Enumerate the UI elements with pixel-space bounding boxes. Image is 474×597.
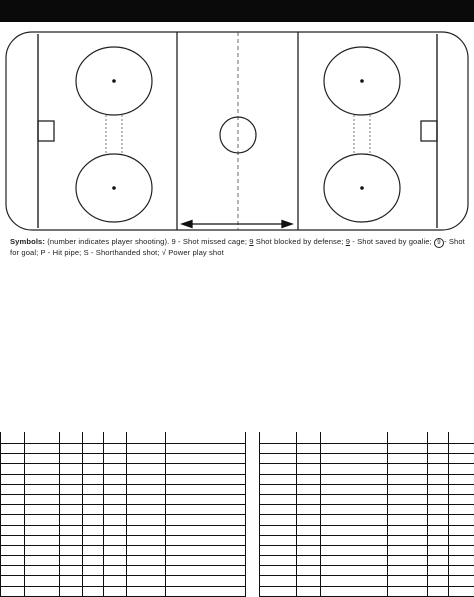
table-cell (320, 515, 387, 525)
table-row (1, 454, 245, 464)
table-cell (260, 484, 296, 494)
table-cell (24, 505, 59, 515)
table-cell (448, 505, 474, 515)
table-cell (165, 454, 245, 464)
table-cell (82, 515, 103, 525)
table-cell (103, 515, 126, 525)
table-cell (387, 525, 427, 535)
table-cell (59, 576, 82, 586)
table-cell (82, 556, 103, 566)
table-cell (126, 444, 165, 454)
table-row (260, 525, 474, 535)
table-cell (59, 535, 82, 545)
table-row (260, 566, 474, 576)
table-cell (448, 515, 474, 525)
table-cell (82, 474, 103, 484)
table-cell (296, 432, 320, 444)
table-cell (103, 494, 126, 504)
table-cell (387, 545, 427, 555)
table-cell (448, 432, 474, 444)
table-cell (24, 474, 59, 484)
table-cell (103, 444, 126, 454)
table-cell (427, 556, 448, 566)
table-cell (82, 432, 103, 444)
saved-shot-symbol: 9 (345, 237, 351, 246)
table-cell (103, 484, 126, 494)
table-cell (387, 474, 427, 484)
table-cell (448, 474, 474, 484)
table-cell (165, 576, 245, 586)
table-cell (260, 525, 296, 535)
table-cell (82, 525, 103, 535)
table-row (1, 474, 245, 484)
table-cell (296, 545, 320, 555)
table-cell (427, 484, 448, 494)
table-cell (1, 454, 24, 464)
table-row (260, 474, 474, 484)
table-cell (59, 474, 82, 484)
table-cell (427, 454, 448, 464)
table-cell (320, 444, 387, 454)
table-cell (260, 474, 296, 484)
table-cell (296, 525, 320, 535)
table-cell (103, 545, 126, 555)
table-cell (82, 505, 103, 515)
symbols-text-3: - Shot saved by goalie; (350, 237, 435, 246)
table-cell (296, 454, 320, 464)
table-cell (103, 535, 126, 545)
table-cell (24, 515, 59, 525)
table-cell (24, 464, 59, 474)
table-cell (82, 545, 103, 555)
table-cell (1, 505, 24, 515)
table-cell (126, 566, 165, 576)
right-hash-marks (354, 115, 370, 154)
table-row (1, 566, 245, 576)
table-cell (165, 484, 245, 494)
table-cell (387, 494, 427, 504)
table-cell (387, 576, 427, 586)
table-cell (296, 484, 320, 494)
table-cell (320, 556, 387, 566)
table-cell (126, 556, 165, 566)
table-cell (387, 556, 427, 566)
table-cell (24, 454, 59, 464)
table-cell (260, 464, 296, 474)
table-cell (427, 444, 448, 454)
table-cell (448, 525, 474, 535)
table-cell (296, 556, 320, 566)
table-cell (427, 432, 448, 444)
table-cell (260, 454, 296, 464)
table-cell (59, 566, 82, 576)
goal-symbol-circle: 9 (434, 238, 444, 248)
table-cell (1, 432, 24, 444)
table-cell (1, 494, 24, 504)
table-cell (387, 432, 427, 444)
table-cell (448, 556, 474, 566)
table-cell (165, 535, 245, 545)
table-cell (103, 432, 126, 444)
table-row (260, 454, 474, 464)
table-cell (24, 525, 59, 535)
table-row (1, 545, 245, 555)
table-cell (260, 444, 296, 454)
table-cell (427, 464, 448, 474)
table-cell (448, 535, 474, 545)
table-cell (320, 474, 387, 484)
table-cell (448, 576, 474, 586)
table-row (1, 525, 245, 535)
table-cell (59, 525, 82, 535)
table-cell (1, 556, 24, 566)
table-cell (165, 525, 245, 535)
table-cell (103, 505, 126, 515)
table-cell (126, 432, 165, 444)
table-row (1, 464, 245, 474)
faceoff-dot-top-left (112, 79, 116, 83)
table-cell (82, 494, 103, 504)
table-cell (165, 444, 245, 454)
table-cell (126, 464, 165, 474)
table-cell (1, 566, 24, 576)
table-row (1, 515, 245, 525)
table-cell (82, 454, 103, 464)
table-row (260, 556, 474, 566)
table-cell (427, 525, 448, 535)
table-cell (24, 432, 59, 444)
direction-arrow (182, 221, 292, 228)
table-cell (24, 444, 59, 454)
symbols-text-1: (number indicates player shooting). 9 - Shot missed cage; (44, 237, 250, 246)
table-cell (126, 484, 165, 494)
right-goal-net (421, 121, 437, 141)
table-cell (24, 576, 59, 586)
table-cell (448, 484, 474, 494)
table-row (260, 576, 474, 586)
table-cell (427, 515, 448, 525)
symbols-text-4: - Shot for goal; P - Hit pipe; S - Shorthanded shot; √ Power play shot (10, 237, 465, 257)
table-cell (1, 535, 24, 545)
table-cell (387, 484, 427, 494)
table-row (260, 464, 474, 474)
table-cell (448, 566, 474, 576)
table-cell (59, 494, 82, 504)
left-goal-net (38, 121, 54, 141)
symbols-heading: Symbols: (10, 237, 45, 246)
table-cell (387, 515, 427, 525)
table-cell (126, 454, 165, 464)
table-cell (59, 484, 82, 494)
left-hash-marks (106, 115, 122, 154)
table-cell (82, 444, 103, 454)
table-cell (103, 566, 126, 576)
table-cell (59, 454, 82, 464)
table-cell (260, 535, 296, 545)
table-cell (82, 535, 103, 545)
table-cell (260, 576, 296, 586)
rink-boards (6, 32, 468, 230)
table-cell (59, 444, 82, 454)
table-cell (260, 545, 296, 555)
table-cell (126, 494, 165, 504)
table-row (260, 432, 474, 444)
table-cell (296, 444, 320, 454)
table-cell (103, 454, 126, 464)
table-cell (320, 505, 387, 515)
table-cell (126, 515, 165, 525)
table-cell (165, 474, 245, 484)
table-row (1, 576, 245, 586)
table-cell (427, 576, 448, 586)
table-cell (59, 464, 82, 474)
blocked-shot-symbol: 9 (249, 237, 254, 246)
table-cell (24, 535, 59, 545)
table-row (1, 432, 245, 444)
table-cell (387, 464, 427, 474)
table-row (1, 494, 245, 504)
table-cell (427, 545, 448, 555)
table-cell (82, 484, 103, 494)
table-cell (126, 505, 165, 515)
table-cell (296, 494, 320, 504)
table-cell (165, 505, 245, 515)
table-row (260, 515, 474, 525)
table-cell (59, 505, 82, 515)
table-cell (24, 484, 59, 494)
table-row (260, 444, 474, 454)
table-cell (387, 535, 427, 545)
table-cell (126, 576, 165, 586)
table-cell (103, 576, 126, 586)
table-row (1, 444, 245, 454)
table-cell (320, 566, 387, 576)
table-cell (82, 566, 103, 576)
table-cell (296, 505, 320, 515)
table-cell (1, 525, 24, 535)
table-cell (296, 464, 320, 474)
table-cell (59, 432, 82, 444)
table-cell (24, 494, 59, 504)
table-cell (296, 515, 320, 525)
table-cell (126, 474, 165, 484)
table-cell (427, 505, 448, 515)
table-cell (427, 566, 448, 576)
table-row (260, 545, 474, 555)
table-cell (448, 494, 474, 504)
table-cell (260, 505, 296, 515)
table-cell (387, 505, 427, 515)
table-cell (82, 576, 103, 586)
table-cell (126, 545, 165, 555)
table-row (1, 484, 245, 494)
table-cell (165, 545, 245, 555)
table-cell (260, 515, 296, 525)
table-cell (448, 444, 474, 454)
table-cell (1, 576, 24, 586)
table-cell (260, 494, 296, 504)
left-shot-table (0, 432, 245, 597)
table-row (1, 535, 245, 545)
table-cell (103, 464, 126, 474)
table-cell (320, 576, 387, 586)
table-cell (165, 432, 245, 444)
table-cell (387, 454, 427, 464)
table-cell (1, 545, 24, 555)
top-black-bar (0, 0, 474, 22)
left-table-body (1, 432, 245, 596)
table-cell (427, 535, 448, 545)
table-cell (448, 464, 474, 474)
table-cell (260, 566, 296, 576)
table-cell (24, 556, 59, 566)
table-cell (320, 464, 387, 474)
table-cell (448, 545, 474, 555)
table-cell (320, 545, 387, 555)
table-cell (296, 474, 320, 484)
table-cell (165, 494, 245, 504)
table-cell (320, 484, 387, 494)
table-row (1, 505, 245, 515)
table-cell (387, 566, 427, 576)
symbols-legend (10, 237, 470, 258)
table-cell (165, 515, 245, 525)
table-cell (165, 464, 245, 474)
table-cell (1, 515, 24, 525)
table-cell (320, 494, 387, 504)
table-cell (59, 545, 82, 555)
table-cell (103, 474, 126, 484)
table-cell (1, 444, 24, 454)
table-cell (260, 432, 296, 444)
table-cell (296, 535, 320, 545)
table-cell (260, 556, 296, 566)
table-cell (1, 464, 24, 474)
table-cell (320, 432, 387, 444)
table-cell (126, 525, 165, 535)
table-cell (103, 525, 126, 535)
faceoff-dot-top-right (360, 79, 364, 83)
table-cell (320, 535, 387, 545)
table-cell (59, 515, 82, 525)
table-cell (448, 454, 474, 464)
table-row (260, 505, 474, 515)
table-cell (24, 566, 59, 576)
right-shot-table (259, 432, 474, 597)
symbols-text-2: Shot blocked by defense; (253, 237, 346, 246)
table-cell (296, 566, 320, 576)
right-table-body (260, 432, 474, 596)
table-cell (427, 474, 448, 484)
table-cell (165, 556, 245, 566)
table-row (1, 556, 245, 566)
table-cell (24, 545, 59, 555)
table-cell (126, 535, 165, 545)
table-cell (320, 454, 387, 464)
table-cell (165, 566, 245, 576)
table-cell (1, 484, 24, 494)
table-cell (1, 474, 24, 484)
table-cell (427, 494, 448, 504)
table-cell (59, 556, 82, 566)
faceoff-dot-bottom-right (360, 186, 364, 190)
faceoff-dot-bottom-left (112, 186, 116, 190)
table-cell (103, 556, 126, 566)
hockey-rink-diagram (0, 26, 474, 236)
table-cell (320, 525, 387, 535)
table-cell (82, 464, 103, 474)
table-cell (387, 444, 427, 454)
table-row (260, 494, 474, 504)
table-row (260, 484, 474, 494)
table-cell (296, 576, 320, 586)
table-row (260, 535, 474, 545)
